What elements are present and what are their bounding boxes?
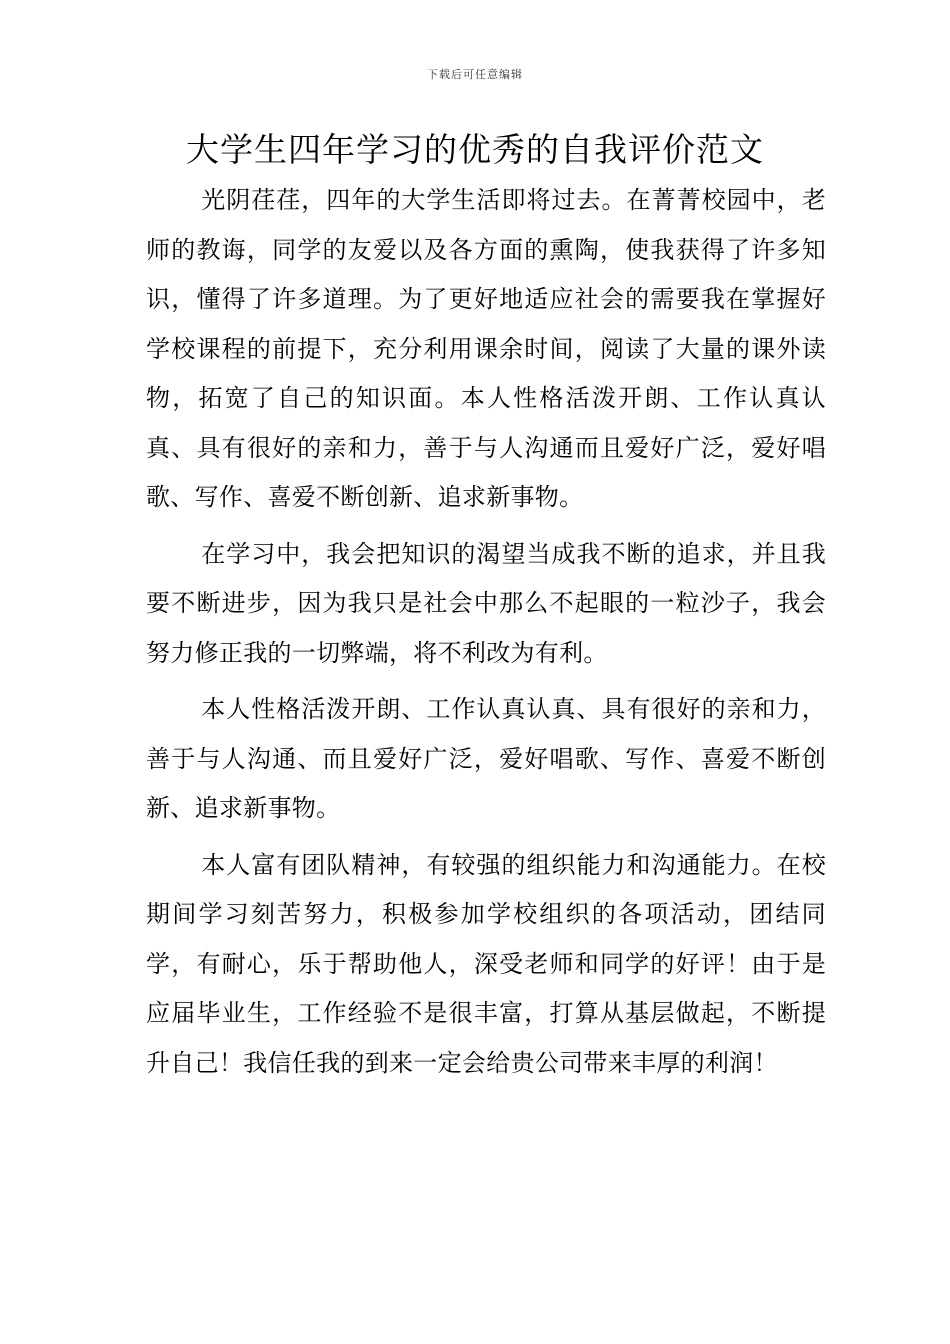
- paragraph-1: 光阴荏荏，四年的大学生活即将过去。在菁菁校园中，老师的教诲，同学的友爱以及各方面的熏陶，使我获得了许多知识，懂得了许多道理。为了更好地适应社会的需要我在掌握好学校课程的前提下，充分利用课余时间，阅读了大量的课外读物，拓宽了自己的知识面。本人性格活泼开朗、工作认真认真、具有很好的亲和力，善于与人沟通而且爱好广泛，爱好唱歌、写作、喜爱不断创新、追求新事物。: [146, 186, 826, 511]
- header-note: 下载后可任意编辑: [427, 68, 523, 81]
- paragraph-4: 本人富有团队精神，有较强的组织能力和沟通能力。在校期间学习刻苦努力，积极参加学校组织的各项活动，团结同学，有耐心，乐于帮助他人，深受老师和同学的好评！由于是应届毕业生，工作经验不是很丰富，打算从基层做起，不断提升自己！我信任我的到来一定会给贵公司带来丰厚的利润！: [146, 850, 826, 1077]
- document-title: 大学生四年学习的优秀的自我评价范文: [186, 130, 764, 169]
- document-body: [146, 176, 826, 1095]
- paragraph-2: 在学习中，我会把知识的渴望当成我不断的追求，并且我要不断进步，因为我只是社会中那么不起眼的一粒沙子，我会努力修正我的一切弊端，将不利改为有利。: [146, 539, 826, 667]
- paragraph-3: 本人性格活泼开朗、工作认真认真、具有很好的亲和力，善于与人沟通、而且爱好广泛，爱好唱歌、写作、喜爱不断创新、追求新事物。: [146, 695, 826, 822]
